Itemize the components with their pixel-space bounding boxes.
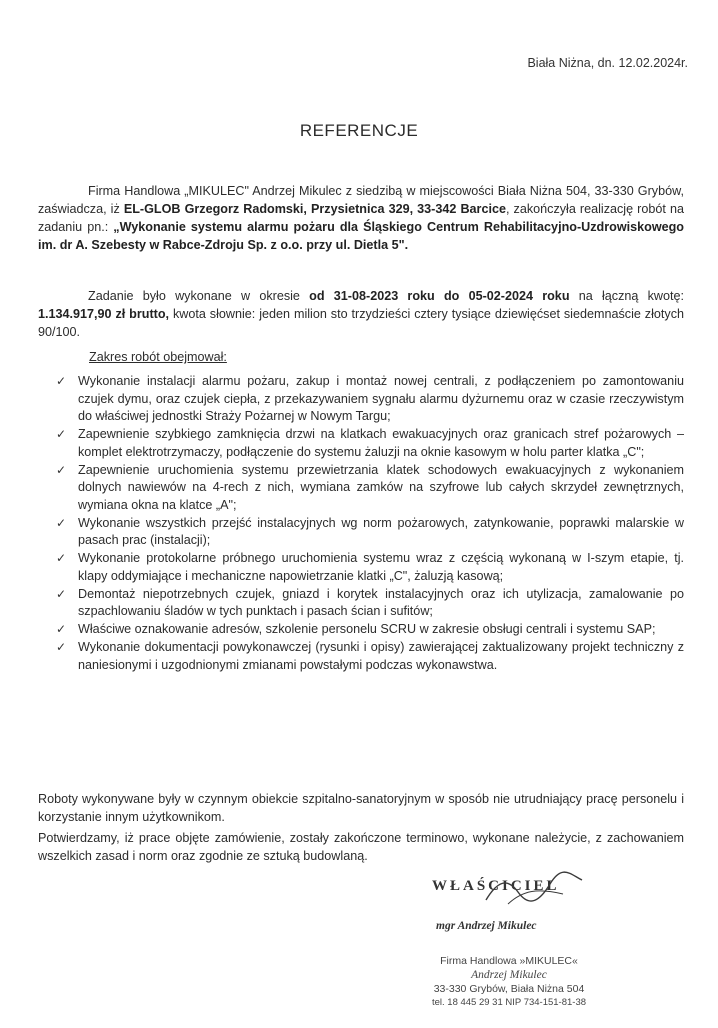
- company-stamp: [424, 954, 594, 1010]
- list-item: [56, 462, 684, 515]
- scope-item-text: Demontaż niepotrzebnych czujek, gniazd i korytek instalacyjnych oraz ich utylizacja, zamalowanie po szpachlowaniu śladów w tych punktach i pasach ścian i sufitów;: [78, 586, 684, 618]
- list-item: [56, 550, 684, 585]
- list-item: [56, 373, 684, 426]
- scope-heading: Zakres robót obejmował:: [89, 350, 227, 364]
- handwritten-signature-icon: [478, 870, 588, 910]
- stamp-address: 33-330 Grybów, Biała Niżna 504: [433, 983, 585, 995]
- stamp-contact: tel. 18 445 29 31 NIP 734-151-81-38: [431, 997, 587, 1008]
- paragraph-confirmation: Potwierdzamy, iż prace objęte zamówienie, zostały zakończone terminowo, wykonane należycie, z zachowaniem wszelkich zasad i norm oraz zgodnie ze sztuką budowlaną.: [38, 831, 684, 863]
- contractor-name: EL-GLOB Grzegorz Radomski, Przysietnica 329, 33-342 Barcice: [123, 202, 506, 216]
- checkmark-icon: ✓: [56, 462, 67, 477]
- scope-item-text: Wykonanie dokumentacji powykonawczej (rysunki i opisy) zawierającej zaktualizowany projekt techniczny z naniesionymi i uzgodnionymi zmianami powstałymi podczas wykonawstwa.: [78, 640, 684, 672]
- scope-item-text: Zapewnienie szybkiego zamknięcia drzwi na klatkach ewakuacyjnych oraz granicach stref pożarowych – komplet elektrotrzymaczy, podłączenie do systemu żaluzji na oknie kasowym w holu parter klatka „C";: [78, 427, 684, 459]
- checkmark-icon: ✓: [56, 427, 67, 441]
- paragraph-working-conditions: Roboty wykonywane były w czynnym obiekcie szpitalno-sanatoryjnym w sposób nie utrudniający pracę personelu i korzystanie innym użytkownikom.: [38, 792, 684, 824]
- scope-item-text: Wykonanie wszystkich przejść instalacyjnych wg norm pożarowych, zatynkowanie, poprawki malarskie w pasach prac (instalacji);: [78, 515, 684, 547]
- p1-text-2: , zakończyła realizację robót na zadaniu pn.:: [38, 202, 684, 234]
- paragraph-period-amount: [38, 287, 684, 341]
- stamp-company: Firma Handlowa »MIKULEC«: [440, 955, 578, 967]
- project-name: „Wykonanie systemu alarmu pożaru dla Śląskiego Centrum Rehabilitacyjno-Uzdrowiskowego im. dr A. Szebesty w Rabce-Zdroju Sp. z o.o. przy ul. Dietla 5".: [38, 220, 685, 252]
- p2-text-1: Zadanie było wykonane w okresie: [88, 289, 310, 303]
- scope-item-text: Wykonanie protokolarne próbnego uruchomienia systemu wraz z częścią wykonaną w I-szym etapie, tj. klapy oddymiające i mechaniczne napowietrzanie klatki „C", żaluzją kasową;: [78, 551, 684, 583]
- p2-text-3: kwota słownie: jeden milion sto trzydzieści cztery tysiące dziewięćset siedemnaście złotych 90/100.: [38, 307, 684, 339]
- scope-list: [56, 373, 684, 675]
- document-title: REFERENCJE: [299, 121, 419, 140]
- work-period: od 31-08-2023 roku do 05-02-2024 roku: [309, 289, 570, 303]
- paragraph-company-statement: [38, 182, 684, 254]
- stamp-owner: Andrzej Mikulec: [471, 969, 547, 981]
- signatory-name: mgr Andrzej Mikulec: [436, 920, 537, 932]
- p2-text-2: na łączną kwotę:: [569, 289, 685, 303]
- letter-date: Biała Niżna, dn. 12.02.2024r.: [527, 56, 688, 70]
- checkmark-icon: ✓: [56, 374, 67, 388]
- p1-text-1: Firma Handlowa „MIKULEC" Andrzej Mikulec z siedzibą w miejscowości Biała Niżna 504, 33-330 Grybów, zaświadcza, iż: [38, 184, 684, 216]
- scope-item-text: Wykonanie instalacji alarmu pożaru, zakup i montaż nowej centrali, z podłączeniem po zamontowaniu czujek dymu, oraz czujek ciepła, z przekazywaniem sygnału alarmu dyżurnemu oraz w czasie rzeczywistym do właściwej jednostki Straży Pożarnej w Nowym Targu;: [78, 374, 684, 423]
- checkmark-icon: ✓: [56, 586, 67, 601]
- scope-item-text: Właściwe oznakowanie adresów, szkolenie personelu SCRU w zakresie obsługi centrali i systemu SAP;: [78, 622, 656, 636]
- list-item: [56, 515, 684, 550]
- checkmark-icon: ✓: [56, 640, 67, 654]
- list-item: [56, 426, 684, 461]
- list-item: [56, 639, 684, 674]
- list-item: [56, 621, 684, 639]
- scope-item-text: Zapewnienie uruchomienia systemu przewietrzania klatek schodowych ewakuacyjnych z wykonaniem dolnych nawiewów na 4-rech z nich, wymiana zamków na szyfrowe lub całych skrzydeł zewnętrznych, wymiana okna na klatce „A";: [78, 462, 684, 512]
- checkmark-icon: ✓: [56, 515, 67, 530]
- signature-title: WŁAŚCICIEL: [432, 878, 560, 894]
- list-item: [56, 586, 684, 621]
- total-amount: 1.134.917,90 zł brutto,: [38, 307, 170, 321]
- checkmark-icon: ✓: [56, 551, 67, 565]
- checkmark-icon: ✓: [56, 622, 67, 636]
